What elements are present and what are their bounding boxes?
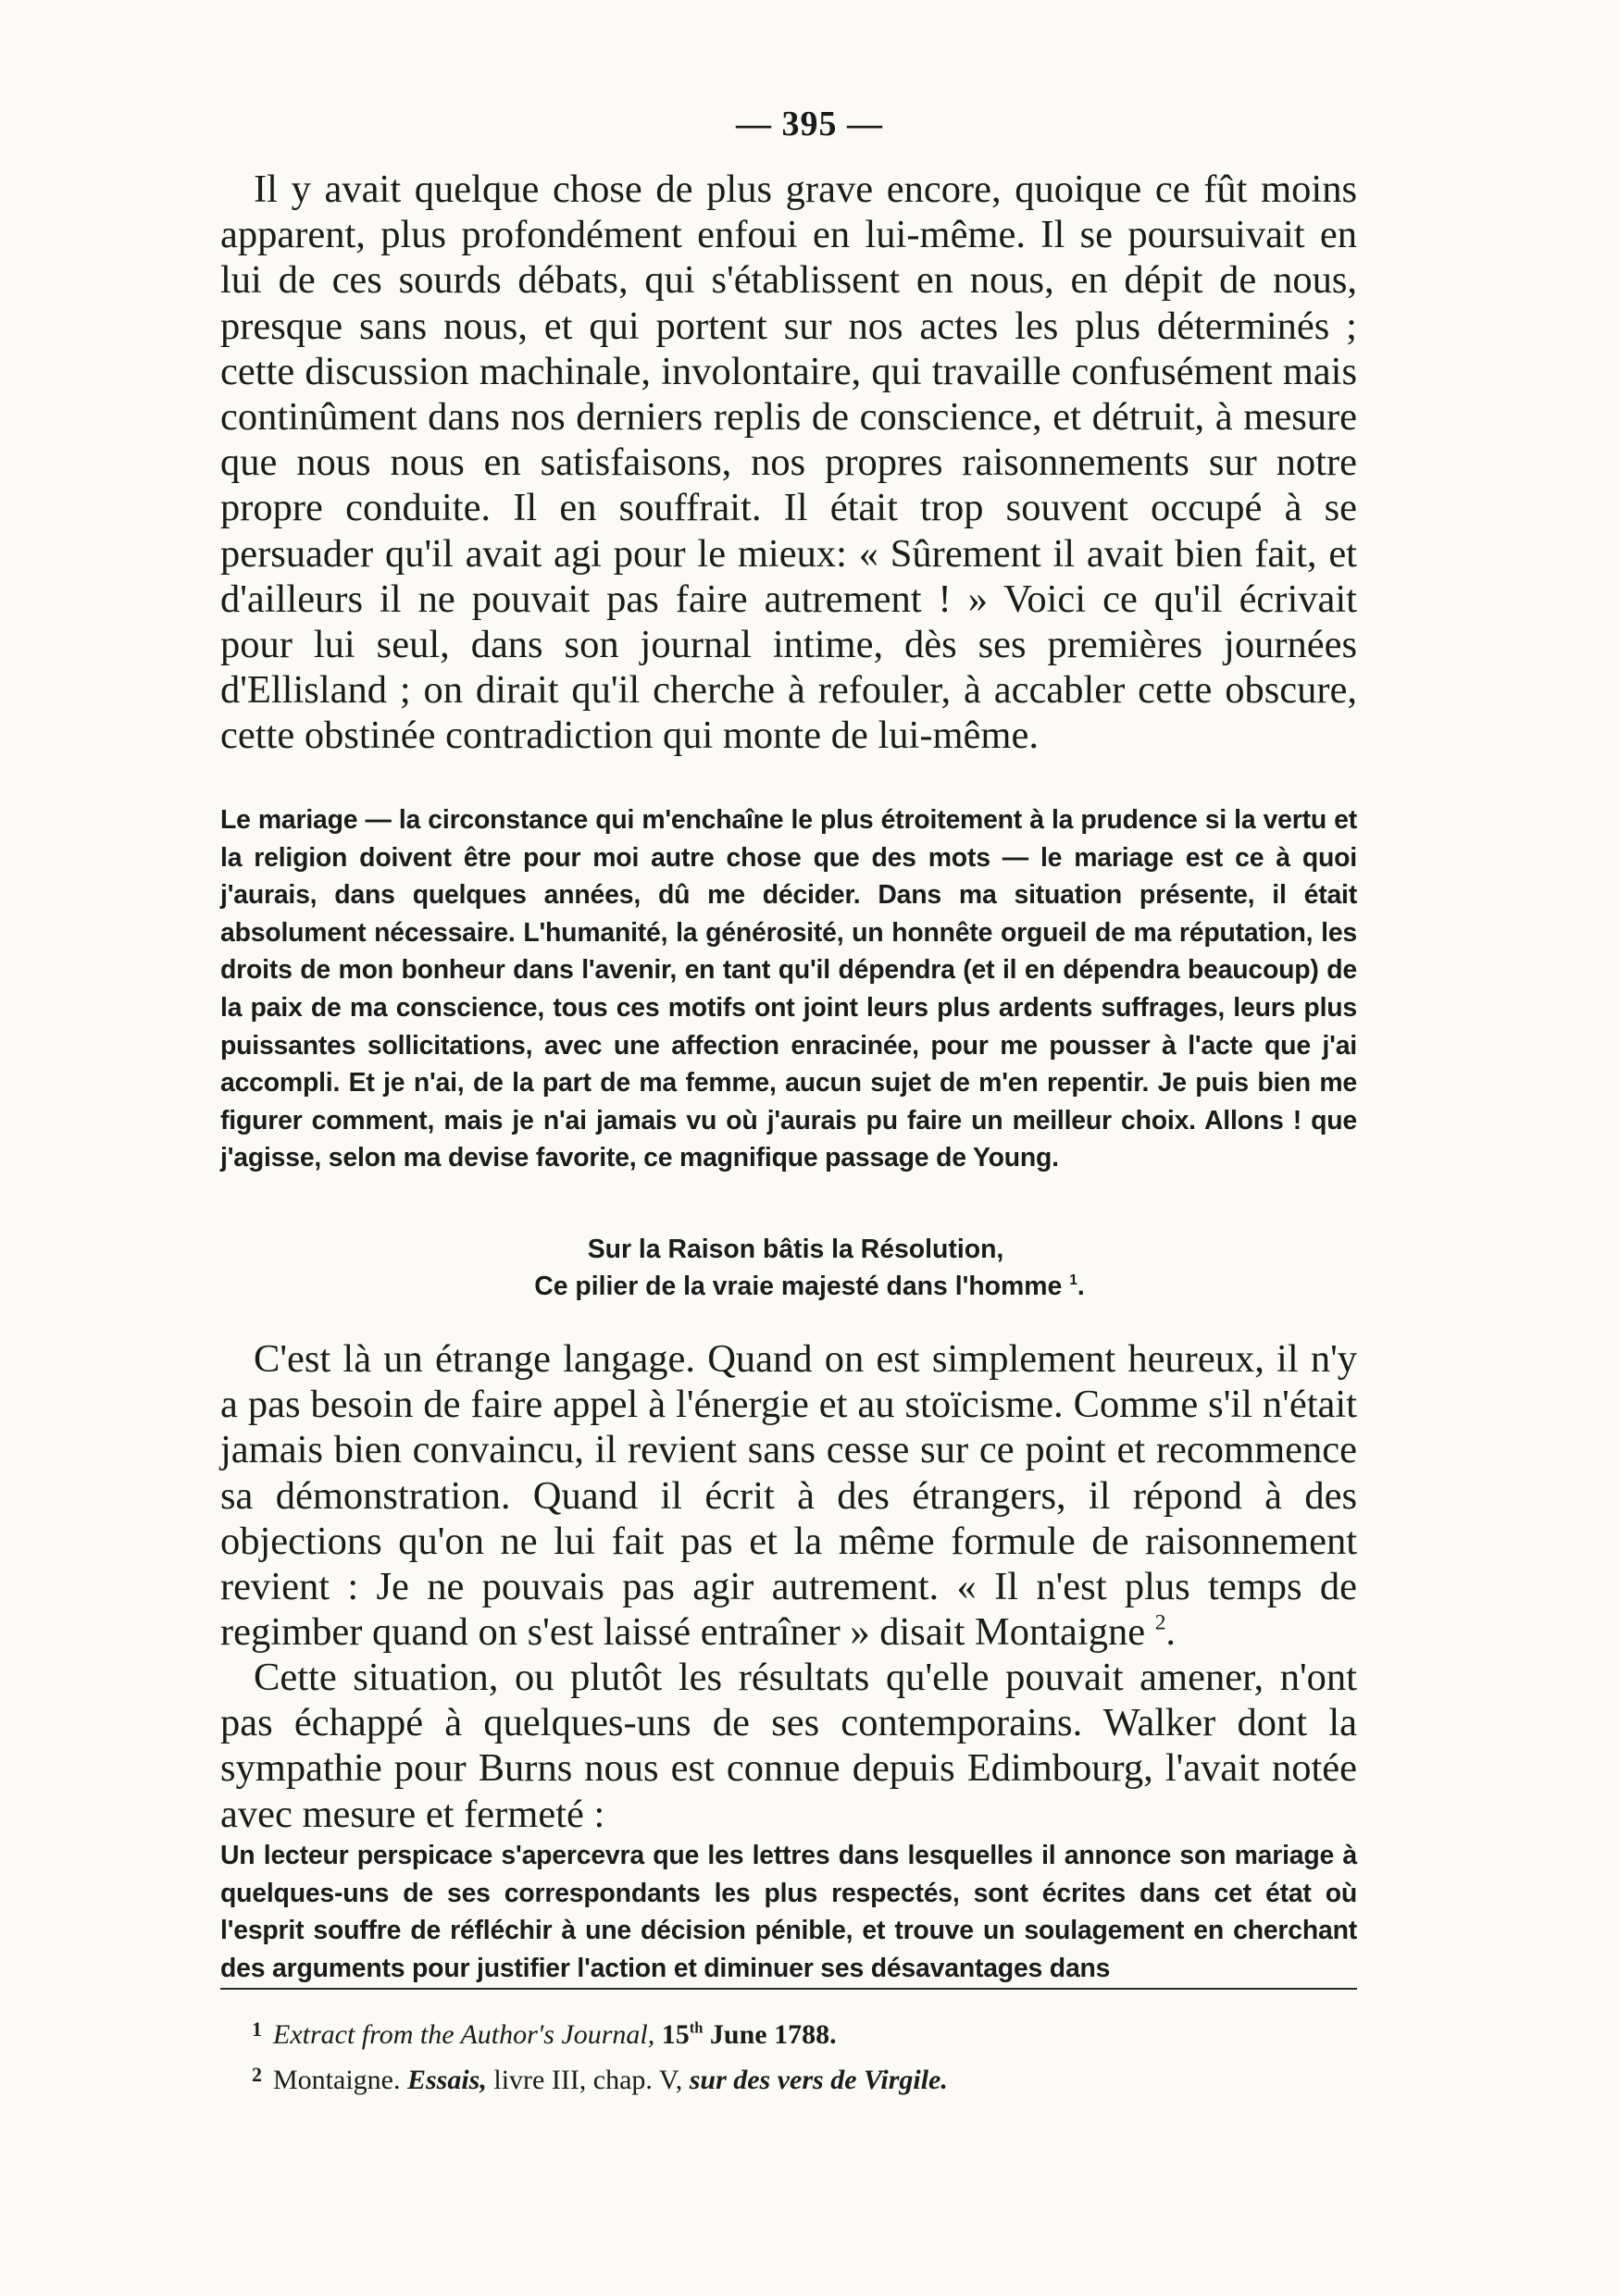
footnote-1-day-suffix: th xyxy=(689,2018,704,2037)
block-quote-walker: Un lecteur perspicace s'apercevra que les lettres dans lesquelles il annonce son mariage à quelques-uns de ses correspondants les plus respectés, sont écrites dans cet état où l'esprit souffre de réfléchir à une décision pénible, et trouve un soulagement en cherchant des arguments pour justifier l'action et diminuer ses désavantages dans xyxy=(220,1841,1357,1983)
footnote-ref-1[interactable]: 1 xyxy=(1069,1272,1077,1289)
footnote-2-mark: 2 xyxy=(252,2063,262,2086)
block-quote-journal: Le mariage — la circonstance qui m'enchaîne le plus étroitement à la prudence si la vertu et la religion doivent être pour moi autre chose que des mots — le mariage est ce à quoi j'aurais, dans quelques années, dû me décider. Dans ma situation présente, il était absolument nécessaire. L'humanité, la générosité, un honnête orgueil de ma réputation, les droits de mon bonheur dans l'avenir, en tant qu'il dépendra (et il en dépendra beaucoup) de la paix de ma conscience, tous ces motifs ont joint leurs plus ardents suffrages, leurs plus puissantes sollicitations, avec une affection enracinée, pour me pousser à l'acte que j'ai accompli. Et je n'ai, de la part de ma femme, aucun sujet de m'en repentir. Je puis bien me figurer comment, mais je n'ai jamais vu où j'aurais pu faire un meilleur choix. Allons ! que j'agisse, selon ma devise favorite, ce magnifique passage de Young. xyxy=(220,805,1357,1173)
verse-line-2-end: . xyxy=(1077,1272,1085,1301)
footnotes xyxy=(252,2009,1344,2100)
paragraph-2 xyxy=(220,1336,1357,1655)
footnote-1 xyxy=(252,2009,1344,2054)
footnote-2-chapter: sur des vers de Virgile. xyxy=(689,2065,948,2095)
footnote-1-mark: 1 xyxy=(252,2017,262,2041)
footnote-1-day: 15 xyxy=(661,2019,690,2050)
verse-quote xyxy=(0,1231,1619,1305)
footnote-2-ref: livre III, chap. V, xyxy=(493,2065,683,2095)
paragraph-1: Il y avait quelque chose de plus grave encore, quoique ce fût moins apparent, plus profondément enfoui en lui-même. Il se poursuivait en lui de ces sourds débats, qui s'établissent en nous, en dépit de nous, presque sans nous, et qui portent sur nos actes les plus déterminés ; cette discussion machinale, involontaire, qui travaille confusément mais continûment dans nos derniers replis de conscience, et détruit, à mesure que nous nous en satisfaisons, nos propres raisonnements sur notre propre conduite. Il en souffrait. Il était trop souvent occupé à se persuader qu'il avait agi pour le mieux: « Sûrement il avait bien fait, et d'ailleurs il ne pouvait pas faire autrement ! » Voici ce qu'il écrivait pour lui seul, dans son journal intime, dès ses premières journées d'Ellisland ; on dirait qu'il cherche à refouler, à accabler cette obscure, cette obstinée contradiction qui monte de lui-même. xyxy=(220,168,1357,758)
footnote-2 xyxy=(252,2054,1344,2100)
paragraph-2-text: C'est là un étrange langage. Quand on est simplement heureux, il n'y a pas besoin de faire appel à l'énergie et au stoïcisme. Comme s'il n'était jamais bien convaincu, il revient sans cesse sur ce point et recommence sa démonstration. Quand il écrit à des étrangers, il répond à des objections qu'on ne lui fait pas et la même formule de raisonnement revient : Je ne pouvais pas agir autrement. « Il n'est plus temps de regimber quand on s'est laissé entraîner » disait Montaigne xyxy=(220,1337,1357,1655)
verse-line-1: Sur la Raison bâtis la Résolution, xyxy=(587,1235,1004,1264)
verse-line-2 xyxy=(0,1268,1619,1305)
verse-line-2-text: Ce pilier de la vraie majesté dans l'homme xyxy=(534,1272,1063,1301)
footnote-1-title: Extract from the Author's Journal, xyxy=(273,2019,655,2050)
paragraph-3: Cette situation, ou plutôt les résultats qu'elle pouvait amener, n'ont pas échappé à quelques-uns de ses contemporains. Walker dont la sympathie pour Burns nous est connue depuis Edimbourg, l'avait notée avec mesure et fermeté : xyxy=(220,1656,1357,1836)
footnote-2-work: Essais, xyxy=(406,2065,487,2095)
footnote-2-author: Montaigne. xyxy=(273,2065,401,2095)
page-number: — 395 — xyxy=(736,105,883,143)
footnote-separator xyxy=(220,1988,1357,1990)
footnote-1-date: June 1788. xyxy=(709,2019,837,2050)
footnote-ref-2[interactable]: 2 xyxy=(1154,1610,1166,1635)
paragraph-2-end: . xyxy=(1165,1610,1176,1655)
